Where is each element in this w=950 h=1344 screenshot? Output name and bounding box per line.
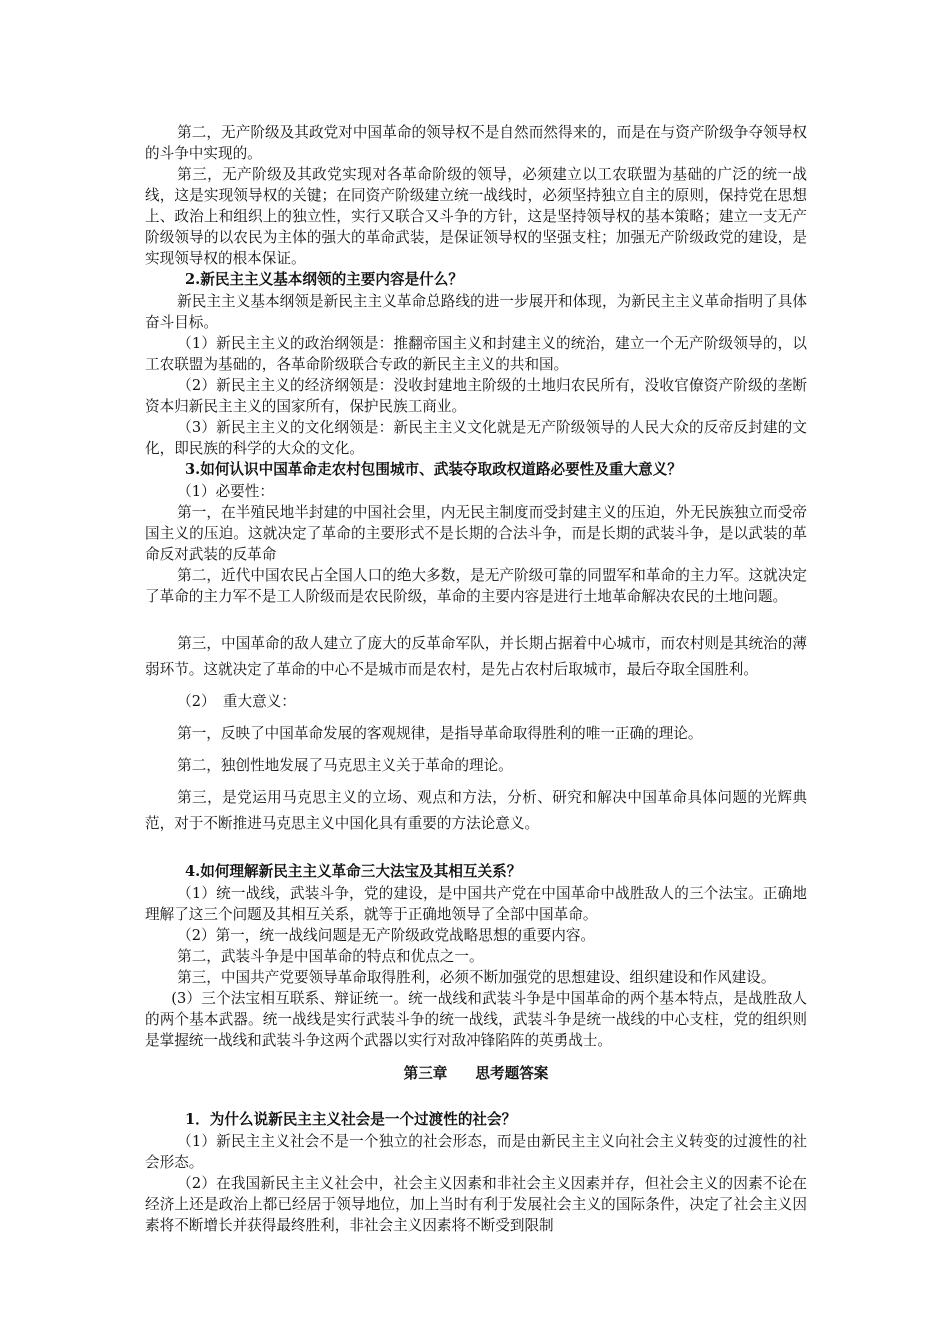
q2-economic-program: （2）新民主主义的经济纲领是：没收封建地主阶级的土地归农民所有，没收官僚资产阶级的垄断资本归新民主主义的国家所有，保护民族工商业。 [145,377,807,415]
q2-intro: 新民主主义基本纲领是新民主主义革命总路线的进一步展开和体现，为新民主主义革命指明了具体奋斗目标。 [145,293,807,331]
q4-point-2-second: 第二，武装斗争是中国革命的特点和优点之一。 [177,948,484,965]
chapter-3-title: 思考题答案 [475,1065,549,1082]
q3-necessity-third: 第三，中国革命的敌人建立了庞大的反革命军队，并长期占据着中心城市，而农村则是其统治的薄弱环节。这就决定了革命的中心不是城市而是农村，是先占农村后取城市，最后夺取全国胜利。 [145,635,807,678]
q3-significance-label: （2） 重大意义： [177,693,296,710]
paragraph-leadership-third: 第三，无产阶级及其政党实现对各革命阶级的领导，必须建立以工农联盟为基础的广泛的统一战线，这是实现领导权的关键；在同资产阶级建立统一战线时，必须坚持独立自主的原则，保持党在思想上、政治上和组织上的独立性，实行又联合又斗争的方针，这是坚持领导权的基本策略；建立一支无产阶级领导的以农民为主体的强大的革命武装，是保证领导权的坚强支柱；加强无产阶级政党的建设，是实现领导权的根本保证。 [145,166,807,267]
chapter-3-question-1-heading: 1．为什么说新民主主义社会是一个过渡性的社会？ [185,1111,517,1128]
question-3-heading: 3.如何认识中国革命走农村包围城市、武装夺取政权道路必要性及重大意义？ [185,461,682,478]
q3-necessity-first: 第一，在半殖民地半封建的中国社会里，内无民主制度而受封建主义的压迫，外无民族独立而受帝国主义的压迫。这就决定了革命的主要形式不是长期的合法斗争，而是长期的武装斗争，是以武装的革命反对武装的反革命 [145,504,807,563]
q3-necessity-label: （1）必要性： [177,483,274,500]
q3-significance-third: 第三，是党运用马克思主义的立场、观点和方法，分析、研究和解决中国革命具体问题的光辉典范，对于不断推进马克思主义中国化具有重要的方法论意义。 [145,789,807,832]
q4-point-2: （2）第一，统一战线问题是无产阶级政党战略思想的重要内容。 [177,927,596,944]
question-4-heading: 4.如何理解新民主主义革命三大法宝及其相互关系？ [185,863,522,880]
c3q1-point-2: （2）在我国新民主主义社会中，社会主义因素和非社会主义因素并存，但社会主义的因素不论在经济上还是政治上都已经居于领导地位，加上当时有利于发展社会主义的国际条件，决定了社会主义因素将不断增长并获得最终胜利，非社会主义因素将不断受到限制 [145,1175,807,1234]
chapter-3-label: 第三章 [403,1065,448,1082]
document-page [145,122,807,1236]
q4-point-2-third: 第三，中国共产党要领导革命取得胜利，必须不断加强党的思想建设、组织建设和作风建设。 [177,969,776,986]
paragraph-leadership-second: 第二，无产阶级及其政党对中国革命的领导权不是自然而然得来的，而是在与资产阶级争夺领导权的斗争中实现的。 [145,124,807,162]
q2-political-program: （1）新民主主义的政治纲领是：推翻帝国主义和封建主义的统治，建立一个无产阶级领导的，以工农联盟为基础的，各革命阶级联合专政的新民主主义的共和国。 [145,335,807,373]
chapter-3-heading [145,1063,807,1085]
q4-point-1: （1）统一战线，武装斗争，党的建设，是中国共产党在中国革命中战胜敌人的三个法宝。正确地理解了这三个问题及其相互关系，就等于正确地领导了全部中国革命。 [145,885,807,923]
q4-point-3: (3）三个法宝相互联系、辩证统一。统一战线和武装斗争是中国革命的两个基本特点，是战胜敌人的两个基本武器。统一战线是实行武装斗争的统一战线，武装斗争是统一战线的中心支柱，党的组织则是掌握统一战线和武装斗争这两个武器以实行对敌冲锋陷阵的英勇战士。 [145,990,807,1049]
c3q1-point-1: （1）新民主主义社会不是一个独立的社会形态，而是由新民主主义向社会主义转变的过渡性的社会形态。 [145,1133,807,1171]
q3-significance-first: 第一，反映了中国革命发展的客观规律，是指导革命取得胜利的唯一正确的理论。 [177,725,703,742]
q3-necessity-second: 第二，近代中国农民占全国人口的绝大多数，是无产阶级可靠的同盟军和革命的主力军。这就决定了革命的主力军不是工人阶级而是农民阶级，革命的主要内容是进行土地革命解决农民的土地问题。 [145,567,807,605]
q2-cultural-program: （3）新民主主义的文化纲领是：新民主主义文化就是无产阶级领导的人民大众的反帝反封建的文化，即民族的科学的大众的文化。 [145,419,807,457]
question-2-heading: 2.新民主主义基本纲领的主要内容是什么？ [185,271,463,288]
q3-significance-second: 第二，独创性地发展了马克思主义关于革命的理论。 [177,757,513,774]
